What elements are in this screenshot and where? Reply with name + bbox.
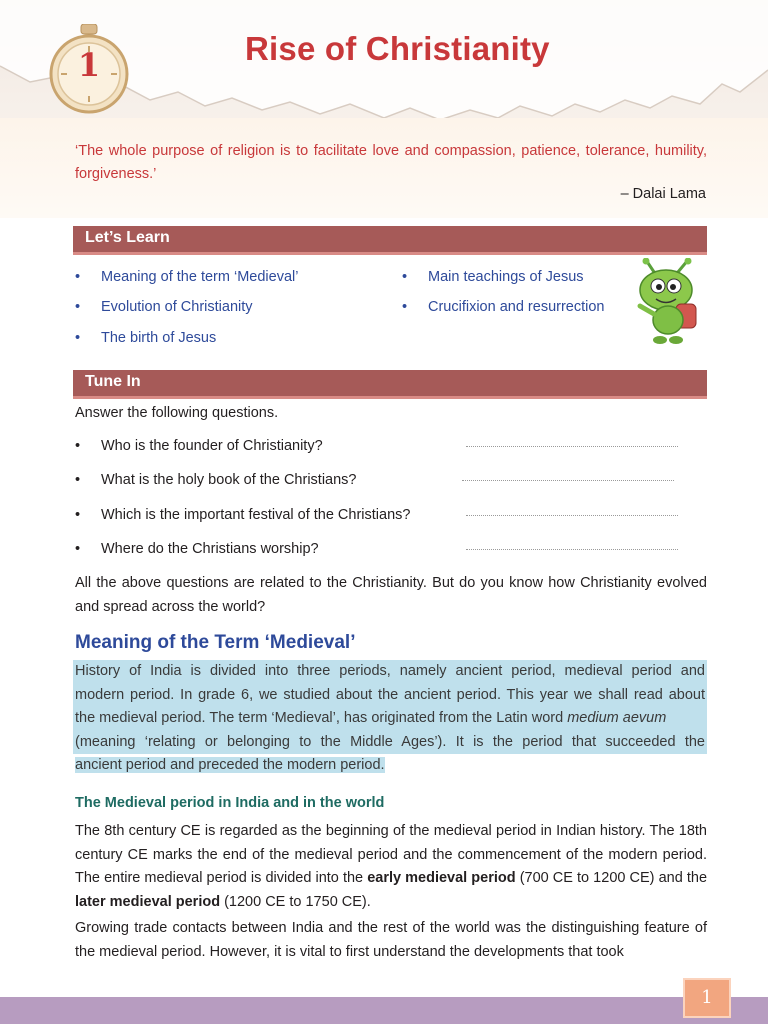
bullet-icon: • bbox=[75, 541, 81, 557]
highlighted-paragraph bbox=[73, 660, 707, 778]
lets-learn-bar bbox=[73, 226, 707, 255]
answer-line[interactable] bbox=[462, 480, 674, 481]
tune-in-intro: Answer the following questions. bbox=[75, 405, 279, 421]
bullet-icon: • bbox=[75, 472, 81, 488]
meaning-heading: Meaning of the Term ‘Medieval’ bbox=[75, 632, 356, 653]
medieval-subheading: The Medieval period in India and in the world bbox=[75, 795, 385, 811]
bullet-icon: • bbox=[75, 330, 81, 346]
chapter-number: 1 bbox=[77, 46, 101, 84]
paragraph-line: ancient period and preceded the modern period. bbox=[75, 757, 385, 773]
bullet-icon: • bbox=[402, 299, 408, 315]
latin-term: medium aevum bbox=[567, 710, 667, 726]
medieval-paragraph-1: The 8th century CE is regarded as the beginning of the medieval period in Indian history. The 18th century CE marks the end of the medieval period and the commencement of the modern period. The entire medieval period is divided into the early medieval period (700 CE to 1200 CE) and the later medieval period (1200 CE to 1750 CE). bbox=[75, 823, 708, 910]
quote-author: – Dalai Lama bbox=[620, 186, 706, 202]
footer-bar bbox=[0, 997, 768, 1024]
tune-in-heading: Tune In bbox=[85, 373, 141, 390]
medieval-paragraph-2: Growing trade contacts between India and the rest of the world was the distinguishing feature of the medieval period. However, it is vital to first understand the developments that took bbox=[75, 920, 707, 960]
paragraph-line: modern period. In grade 6, we studied about the ancient period. This year we shall read about bbox=[73, 684, 707, 708]
paragraph-line: the medieval period. The term ‘Medieval’, has originated from the Latin word medium aevum bbox=[73, 707, 707, 731]
page-number: 1 bbox=[683, 978, 731, 1018]
alien-mascot-icon bbox=[632, 258, 704, 348]
page-title: Rise of Christianity bbox=[245, 30, 550, 67]
tune-in-bar bbox=[73, 370, 707, 399]
bullet-icon: • bbox=[75, 299, 81, 315]
bullet-icon: • bbox=[75, 269, 81, 285]
answer-line[interactable] bbox=[466, 446, 678, 447]
bullet-icon: • bbox=[75, 438, 81, 454]
bullet-icon: • bbox=[402, 269, 408, 285]
quote-text: ‘The whole purpose of religion is to facilitate love and compassion, patience, tolerance, humility, forgiveness.’ bbox=[75, 143, 707, 182]
tune-in-followup: All the above questions are related to the Christianity. But do you know how Christianity evolved and spread across the world? bbox=[75, 575, 707, 615]
bullet-icon: • bbox=[75, 507, 81, 523]
paragraph-line: History of India is divided into three periods, namely ancient period, medieval period and bbox=[73, 660, 707, 684]
paragraph-line: (meaning ‘relating or belonging to the Middle Ages’). It is the period that succeeded the bbox=[73, 731, 707, 755]
answer-line[interactable] bbox=[466, 549, 678, 550]
lets-learn-heading: Let’s Learn bbox=[85, 229, 170, 246]
answer-line[interactable] bbox=[466, 515, 678, 516]
